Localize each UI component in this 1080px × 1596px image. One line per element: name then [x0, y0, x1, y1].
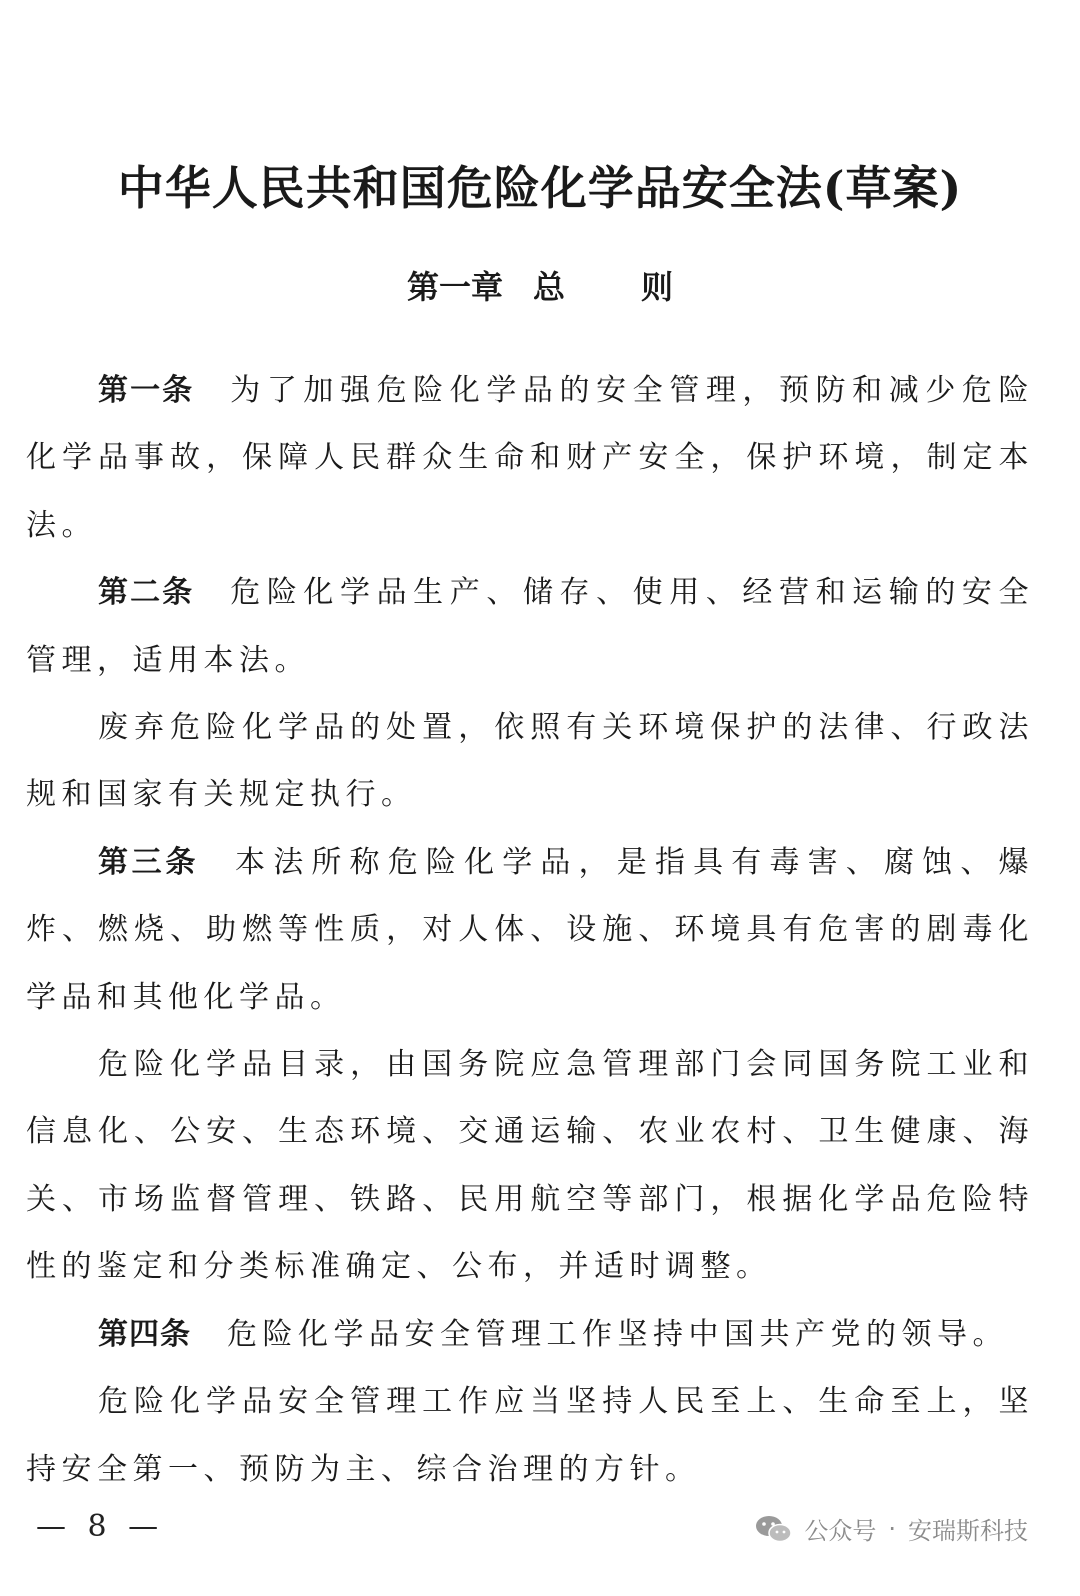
chapter-title-word-2: 则 — [641, 268, 674, 306]
paragraph — [26, 1368, 1034, 1503]
article-label: 第三条 — [98, 844, 200, 880]
watermark-source: 安瑞斯科技 — [908, 1517, 1028, 1545]
chapter-number: 第一章 — [406, 268, 503, 306]
paragraph — [26, 559, 1034, 694]
page-number: — 8 — — [36, 1509, 165, 1544]
chapter-title-word-1: 总 — [532, 268, 565, 306]
paragraph-text: 危险化学品安全管理工作应当坚持人民至上、生命至上，坚持安全第一、预防为主、综合治理的方针。 — [26, 1384, 1034, 1487]
paragraph — [26, 1031, 1034, 1301]
wechat-icon — [754, 1514, 794, 1544]
paragraph-text: 危险化学品生产、储存、使用、经营和运输的安全管理，适用本法。 — [26, 575, 1034, 678]
document-title: 中华人民共和国危险化学品安全法(草案) — [117, 161, 963, 215]
document-body — [26, 357, 1034, 1503]
paragraph-text: 本法所称危险化学品，是指具有毒害、腐蚀、爆炸、燃烧、助燃等性质，对人体、设施、环境具有危害的剧毒化学品和其他化学品。 — [26, 844, 1035, 1015]
paragraph-text: 废弃危险化学品的处置，依照有关环境保护的法律、行政法规和国家有关规定执行。 — [26, 710, 1034, 813]
paragraph — [26, 1301, 1034, 1368]
watermark-separator: · — [888, 1514, 896, 1543]
chapter-heading — [0, 262, 1080, 308]
article-label: 第四条 — [98, 1316, 191, 1352]
paragraph-text: 危险化学品目录，由国务院应急管理部门会同国务院工业和信息化、公安、生态环境、交通运输、农业农村、卫生健康、海关、市场监督管理、铁路、民用航空等部门，根据化学品危险特性的鉴定和分类标准确定、公布，并适时调整。 — [26, 1047, 1034, 1285]
article-label: 第一条 — [98, 373, 195, 408]
paragraph — [26, 357, 1034, 559]
paragraph-text: 为了加强危险化学品的安全管理，预防和减少危险化学品事故，保障人民群众生命和财产安全，保护环境，制定本法。 — [26, 373, 1034, 543]
paragraph — [26, 829, 1034, 1031]
paragraph — [26, 694, 1034, 829]
watermark-label: 公众号 — [804, 1517, 877, 1545]
paragraph-text: 危险化学品安全管理工作坚持中国共产党的领导。 — [227, 1316, 1008, 1352]
article-label: 第二条 — [98, 575, 195, 611]
source-watermark — [754, 1511, 1028, 1546]
